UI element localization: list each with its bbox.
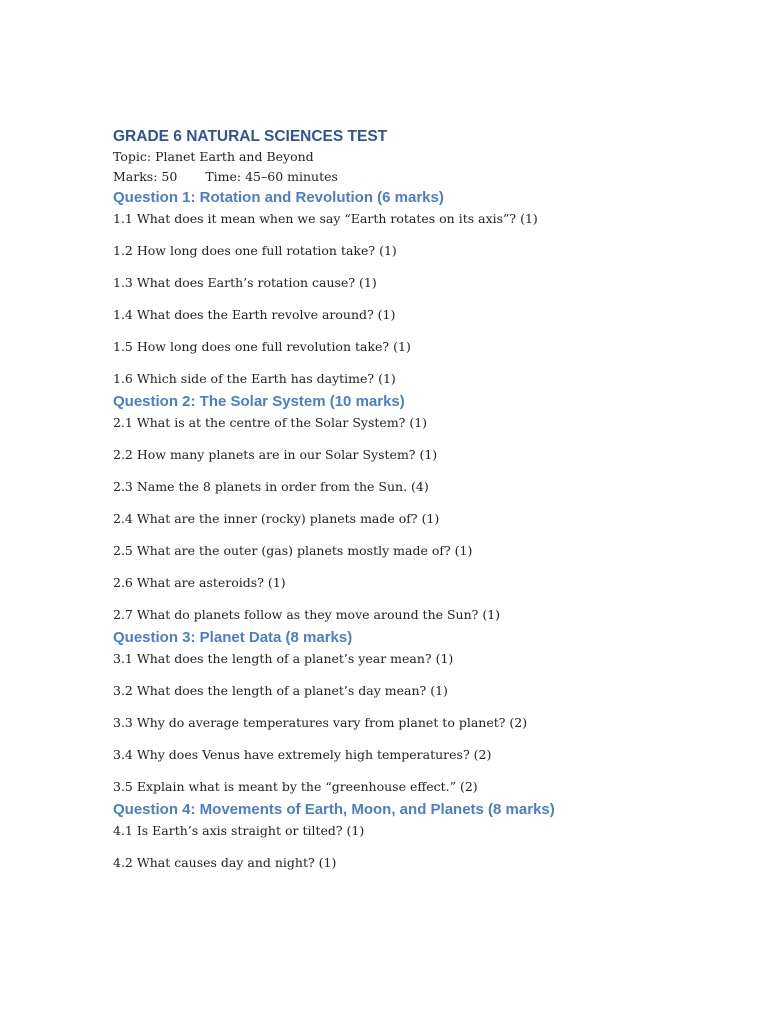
marks-time-line (113, 167, 713, 187)
question-item: 2.1 What is at the centre of the Solar System? (1) (113, 415, 428, 430)
question-item: 2.2 How many planets are in our Solar System? (1) (113, 447, 438, 462)
question-item: 2.6 What are asteroids? (1) (113, 575, 286, 590)
question-item: 1.2 How long does one full rotation take? (1) (113, 243, 397, 258)
question-section (113, 391, 713, 627)
question-item: 4.1 Is Earth’s axis straight or tilted? (1) (113, 823, 365, 838)
document-title: GRADE 6 NATURAL SCIENCES TEST (113, 128, 388, 145)
question-item: 1.6 Which side of the Earth has daytime? (1) (113, 371, 396, 386)
time-text: Time: 45–60 minutes (205, 169, 338, 184)
question-item: 1.5 How long does one full revolution take? (1) (113, 339, 411, 354)
question-item: 3.3 Why do average temperatures vary from planet to planet? (2) (113, 715, 528, 730)
section-heading: Question 2: The Solar System (10 marks) (113, 393, 405, 410)
marks-text: Marks: 50 (113, 169, 178, 184)
question-item: 3.1 What does the length of a planet’s year mean? (1) (113, 651, 454, 666)
question-item: 2.7 What do planets follow as they move around the Sun? (1) (113, 607, 501, 622)
section-heading: Question 1: Rotation and Revolution (6 marks) (113, 189, 444, 206)
question-item: 1.4 What does the Earth revolve around? (1) (113, 307, 396, 322)
question-section (113, 187, 713, 391)
question-item: 2.4 What are the inner (rocky) planets made of? (1) (113, 511, 440, 526)
question-item: 4.2 What causes day and night? (1) (113, 855, 337, 870)
question-item: 1.1 What does it mean when we say “Earth rotates on its axis”? (1) (113, 211, 538, 226)
section-heading: Question 4: Movements of Earth, Moon, and Planets (8 marks) (113, 801, 555, 818)
question-item: 2.3 Name the 8 planets in order from the Sun. (4) (113, 479, 429, 494)
question-sections (113, 187, 713, 875)
question-section (113, 799, 713, 875)
question-item: 3.4 Why does Venus have extremely high temperatures? (2) (113, 747, 492, 762)
test-document (113, 126, 713, 875)
question-item: 3.5 Explain what is meant by the “greenhouse effect.” (2) (113, 779, 478, 794)
question-item: 2.5 What are the outer (gas) planets mostly made of? (1) (113, 543, 473, 558)
question-section (113, 627, 713, 799)
topic-line: Topic: Planet Earth and Beyond (113, 149, 314, 164)
question-item: 1.3 What does Earth’s rotation cause? (1) (113, 275, 377, 290)
section-heading: Question 3: Planet Data (8 marks) (113, 629, 353, 646)
question-item: 3.2 What does the length of a planet’s day mean? (1) (113, 683, 448, 698)
